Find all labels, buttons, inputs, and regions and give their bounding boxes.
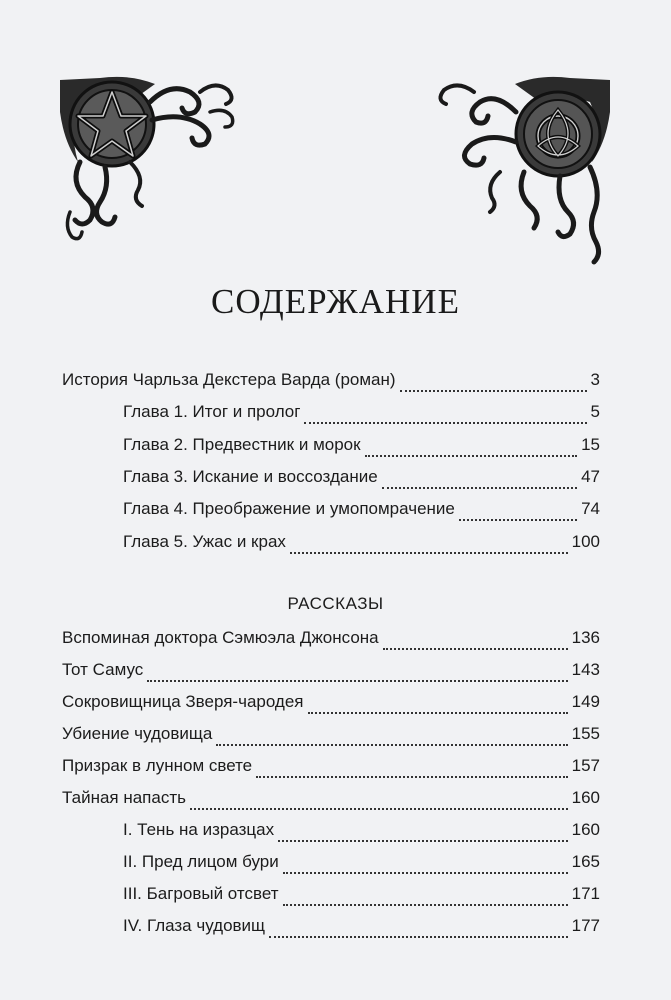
toc-leader-dots bbox=[304, 408, 586, 424]
toc-entry-story bbox=[62, 659, 600, 681]
toc-leader-dots bbox=[459, 505, 577, 521]
toc-entry-subpart bbox=[123, 883, 600, 905]
toc-leader-dots bbox=[365, 441, 578, 457]
toc-leader-dots bbox=[283, 890, 568, 906]
toc-entry-page: 160 bbox=[571, 788, 600, 807]
toc-entry-page: 155 bbox=[571, 724, 600, 743]
toc-entry-novel bbox=[62, 369, 600, 391]
toc-entry-subpart bbox=[123, 819, 600, 841]
toc-entry-story bbox=[62, 627, 600, 649]
toc-entry-title: Тот Самус bbox=[62, 660, 144, 679]
toc-leader-dots bbox=[383, 634, 568, 650]
toc-leader-dots bbox=[256, 762, 567, 778]
toc-leader-dots bbox=[278, 826, 568, 842]
toc-entry-page: 165 bbox=[571, 852, 600, 871]
toc-entry-story bbox=[62, 691, 600, 713]
toc-entry-page: 100 bbox=[571, 532, 600, 551]
toc-entry-page: 143 bbox=[571, 660, 600, 679]
toc-entry-page: 5 bbox=[590, 402, 600, 421]
toc-entry-title: Глава 3. Искание и воссоздание bbox=[123, 467, 378, 486]
toc-entry-page: 136 bbox=[571, 628, 600, 647]
toc-entry-story bbox=[62, 723, 600, 745]
toc-entry-page: 3 bbox=[590, 370, 600, 389]
toc-entry-title: II. Пред лицом бури bbox=[123, 852, 279, 871]
toc-entry-page: 160 bbox=[571, 820, 600, 839]
toc-entry-page: 177 bbox=[571, 916, 600, 935]
toc-entry-title: Убиение чудовища bbox=[62, 724, 213, 743]
toc-entry-title: Тайная напасть bbox=[62, 788, 186, 807]
toc-entry-page: 157 bbox=[571, 756, 600, 775]
toc-leader-dots bbox=[147, 666, 567, 682]
toc-entry-chapter bbox=[123, 531, 600, 553]
toc-entry-page: 47 bbox=[581, 467, 600, 486]
toc-entry-title: I. Тень на изразцах bbox=[123, 820, 275, 839]
toc-leader-dots bbox=[290, 538, 568, 554]
toc-entry-page: 149 bbox=[571, 692, 600, 711]
toc-leader-dots bbox=[283, 858, 568, 874]
toc-entry-story bbox=[62, 755, 600, 777]
toc-leader-dots bbox=[190, 794, 568, 810]
toc-entry-page: 15 bbox=[581, 435, 600, 454]
toc-entry-title: Глава 2. Предвестник и морок bbox=[123, 435, 361, 454]
toc-entry-title: Глава 5. Ужас и крах bbox=[123, 532, 286, 551]
toc-entry-chapter bbox=[123, 466, 600, 488]
toc-entry-title: Сокровищница Зверя-чародея bbox=[62, 692, 304, 711]
toc-entry-subpart bbox=[123, 915, 600, 937]
toc-entry-chapter bbox=[123, 401, 600, 423]
toc-entry-subpart bbox=[123, 851, 600, 873]
toc-entry-title: III. Багровый отсвет bbox=[123, 884, 279, 903]
toc-entry-title: Глава 4. Преображение и умопомрачение bbox=[123, 499, 455, 518]
toc-entry-title: История Чарльза Декстера Варда (роман) bbox=[62, 370, 396, 389]
toc-entry-title: Вспоминая доктора Сэмюэла Джонсона bbox=[62, 628, 379, 647]
toc-entry-title: Призрак в лунном свете bbox=[62, 756, 253, 775]
toc-entry-chapter bbox=[123, 434, 600, 456]
triquetra-ornament-icon bbox=[430, 72, 610, 272]
toc-leader-dots bbox=[216, 730, 567, 746]
toc-leader-dots bbox=[308, 698, 568, 714]
pentagram-ornament-icon bbox=[60, 72, 240, 247]
toc-leader-dots bbox=[382, 473, 577, 489]
toc-entry-title: Глава 1. Итог и пролог bbox=[123, 402, 301, 421]
toc-leader-dots bbox=[400, 376, 587, 392]
toc-entry-page: 74 bbox=[581, 499, 600, 518]
toc-entry-page: 171 bbox=[571, 884, 600, 903]
toc-entry-story bbox=[62, 787, 600, 809]
toc-entry-chapter bbox=[123, 498, 600, 520]
page-title: СОДЕРЖАНИЕ bbox=[211, 282, 460, 321]
section-heading-stories: РАССКАЗЫ bbox=[287, 594, 384, 613]
toc-entry-title: IV. Глаза чудовищ bbox=[123, 916, 266, 935]
toc-leader-dots bbox=[269, 922, 568, 938]
